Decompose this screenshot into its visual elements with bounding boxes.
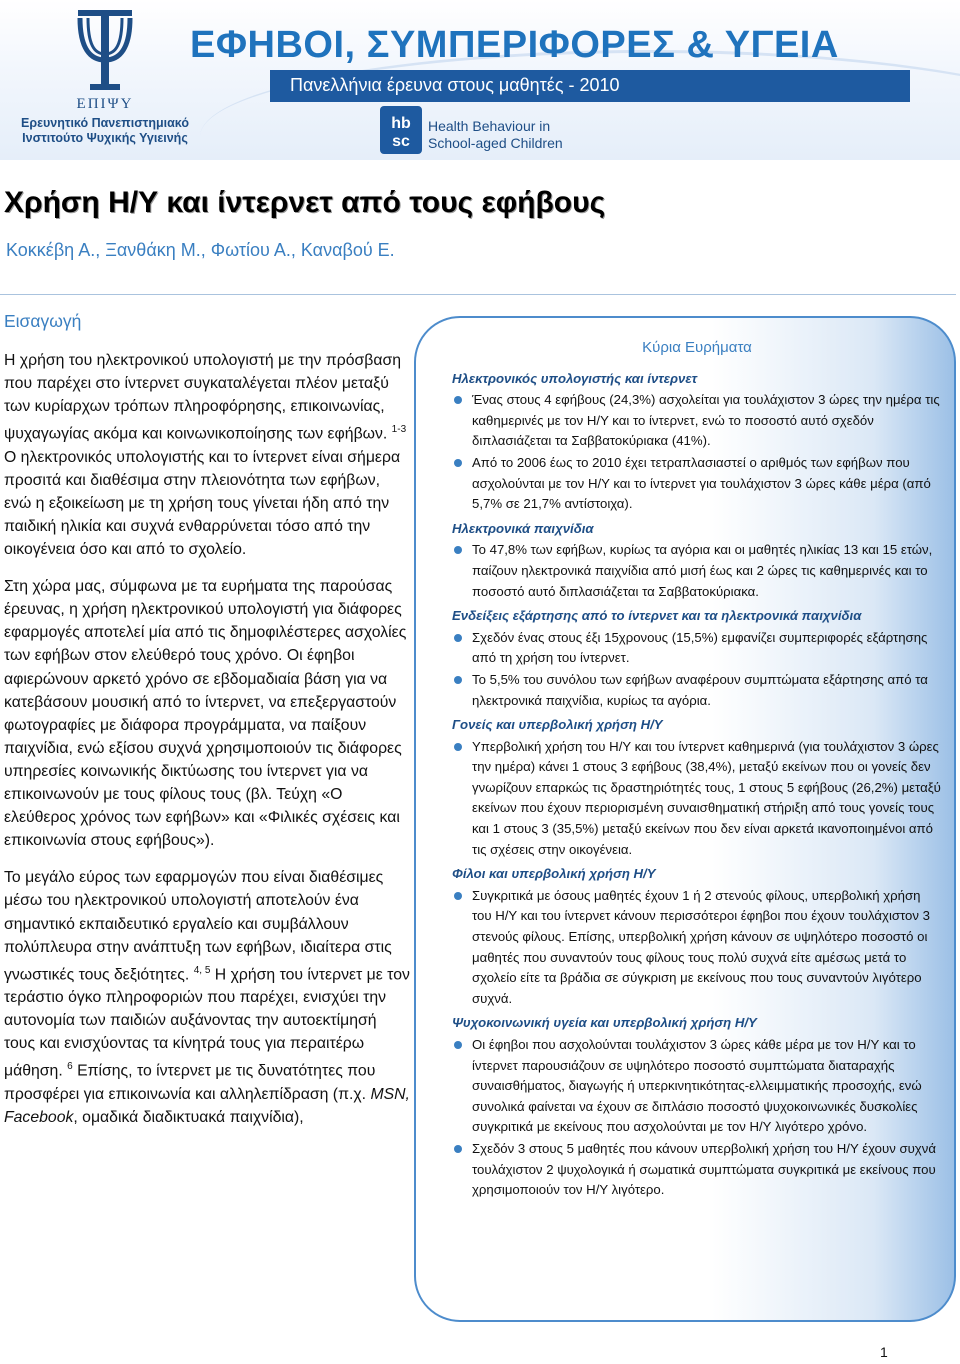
finding-item — [452, 737, 942, 861]
findings-list — [452, 390, 942, 515]
bullet-dot-icon — [454, 634, 462, 642]
bullet-dot-icon — [454, 459, 462, 467]
intro-p3-examples: MSN, Facebook — [4, 1085, 410, 1126]
key-findings-heading: Κύρια Ευρήματα — [642, 339, 752, 356]
citation-4-5: 4, 5 — [193, 964, 211, 976]
finding-text: Ένας στους 4 εφήβους (24,3%) ασχολείται για τουλάχιστον 3 ώρες την ημέρα τις καθημερινές με τον Η/Υ και το ίντερνετ, ενώ το ποσοστό αυτό σχεδόν διπλασιάζεται τα Σαββατοκύριακα (41%). — [472, 392, 940, 449]
key-findings-content — [452, 338, 942, 1202]
epipsy-logo — [14, 6, 196, 156]
bullet-dot-icon — [454, 1145, 462, 1153]
header-banner — [0, 0, 960, 160]
bullet-dot-icon — [454, 546, 462, 554]
logo-name-line1: Ερευνητικό Πανεπιστημιακό — [21, 116, 189, 130]
finding-text: Υπερβολική χρήση του Η/Υ και του ίντερνετ καθημερινά (για τουλάχιστον 3 ώρες την ημέρα) κάνει 1 στους 3 εφήβους (38,4%), μεταξύ εκείνων που οι γονείς δεν γνωρίζουν επαρκώς τις δραστηριότητές τους, 1 στους 5 εφήβους (26,2%) μεταξύ εκείνων που έχουν περιορισμένη συναισθηματική στήριξη από τους γονείς τους και 1 στους 3 (35,5%) μεταξύ εκείνων που δεν είναι αρκετά ικανοποιημένοι από τις σχέσεις στην οικογένεια. — [472, 738, 941, 857]
intro-p1-text-b: Ο ηλεκτρονικός υπολογιστής και το ίντερνετ είναι σήμερα προσιτά και διαθέσιμα στην πλειονότητα των εφήβων, ενώ η εξοικείωση με τη χρήση τους γίνεται ήδη από την παιδική ηλικία και συχνά ενθαρρύνεται τόσο από την οικογένεια όσο και από το σχολείο. — [4, 448, 401, 559]
subtitle-bar — [270, 70, 910, 102]
hbsc-line1: Health Behaviour in — [428, 118, 551, 134]
bullet-dot-icon — [454, 1041, 462, 1049]
article-title: Χρήση Η/Υ και ίντερνετ από τους εφήβους — [4, 186, 606, 219]
findings-sections — [452, 369, 942, 1201]
finding-item — [452, 1139, 942, 1201]
hbsc-name — [428, 118, 563, 152]
hbsc-logo-text-top: hb — [391, 115, 411, 132]
finding-item — [452, 390, 942, 452]
finding-text: Από το 2006 έως το 2010 έχει τετραπλασιαστεί ο αριθμός των εφήβων που ασχολούνται με τον Η/Υ και το ίντερνετ για τουλάχιστον 3 ώρες κάθε μέρα (από 5,7% σε 21,7% αντίστοιχα). — [472, 454, 931, 512]
finding-text: Συγκριτικά με όσους μαθητές έχουν 1 ή 2 στενούς φίλους, υπερβολική χρήση του Η/Υ και του ίντερνετ κάνουν περισσότεροι έφηβοι που έχουν τουλάχιστον 3 στενούς φίλους. Επίσης, υπερβολική χρήση κάνουν σε υψηλότερο ποσοστό οι μαθητές που συναντούν τους φίλους τους πολύ συχνά είτε αμέσως μετά το σχολείο είτε τα βράδια σε σύγκριση με εκείνους που τους συναντούν λιγότερο συχνά. — [472, 887, 930, 1006]
findings-section-title: Ηλεκτρονικά παιχνίδια — [452, 520, 594, 536]
finding-item — [452, 670, 942, 711]
findings-section-title: Γονείς και υπερβολική χρήση Η/Υ — [452, 717, 663, 733]
logo-abbreviation: ΕΠΙΨΥ — [76, 96, 134, 112]
hbsc-logo-icon — [380, 106, 422, 154]
intro-p1-text-a: Η χρήση του ηλεκτρονικού υπολογιστή με την πρόσβαση που παρέχει στο ίντερνετ συγκαταλέγεται πλέον μεταξύ των κυρίαρχων τρόπων πληροφόρησης, επικοινωνίας, ψυχαγωγίας ακόμα και κοινωνικοποίησης των εφήβων. — [4, 352, 402, 443]
section-divider — [0, 294, 956, 295]
article-authors: Κοκκέβη Α., Ξανθάκη Μ., Φωτίου Α., Καναβού Ε. — [6, 240, 395, 260]
findings-list — [452, 628, 942, 711]
findings-list — [452, 540, 942, 602]
finding-item — [452, 886, 942, 1010]
hbsc-logo-text-bottom: sc — [392, 133, 410, 150]
finding-text: Το 5,5% του συνόλου των εφήβων αναφέρουν συμπτώματα εξάρτησης από τα ηλεκτρονικά παιχνίδια, κυρίως τα αγόρια. — [472, 671, 928, 708]
finding-text: Οι έφηβοι που ασχολούνται τουλάχιστον 3 ώρες κάθε μέρα με τον Η/Υ και το ίντερνετ παρουσιάζουν σε υψηλότερο ποσοστό συμπτώματα διαταραχής συναισθήματος, διαγωγής ή υπερκινητικότητας-ελλειμματικής προσοχής, ενώ συνολικά φαίνεται να έχουν σε διπλάσιο ποσοστό ψυχοκοινωνικές δυσκολίες συγκριτικά με εκείνους που ασχολούνται με τον Η/Υ λιγότερο χρόνο. — [472, 1037, 922, 1135]
finding-item — [452, 628, 942, 669]
intro-p3-text-c: Επίσης, το ίντερνετ με τις δυνατότητες που προσφέρει για επικοινωνία και αλληλεπίδραση (π.χ. — [4, 1062, 376, 1103]
citation-6: 6 — [67, 1061, 73, 1073]
intro-p3-text-a: Το μεγάλο εύρος των εφαρμογών που είναι διαθέσιμες μέσω του ηλεκτρονικού υπολογιστή αποτελούν ένα σημαντικό εκπαιδευτικό εργαλείο και συμβάλλουν πολύπλευρα στην ανάπτυξη των εφήβων, ιδιαίτερα στις γνωστικές τους δεξιότητες. — [4, 869, 392, 983]
psi-logo-icon — [68, 8, 142, 94]
intro-p3-text-b: Η χρήση του ίντερνετ με τον τεράστιο όγκο πληροφοριών που παρέχει, ενισχύει την αυτονομία των παιδιών αυξάνοντας την αυτοεκτίμησή τους και ενισχύοντας τα κίνητρά τους για περαιτέρω μάθηση. — [4, 965, 410, 1080]
logo-institute-name — [14, 116, 196, 146]
subtitle-text: Πανελλήνια έρευνα στους μαθητές - 2010 — [290, 75, 620, 95]
hbsc-line2: School-aged Children — [428, 135, 563, 151]
logo-name-line2: Ινστιτούτο Ψυχικής Υγιεινής — [22, 131, 188, 145]
findings-list — [452, 1035, 942, 1201]
intro-heading: Εισαγωγή — [4, 311, 82, 331]
intro-p3-text-d: , ομαδικά διαδικτυακά παιχνίδια), — [73, 1108, 304, 1126]
finding-item — [452, 540, 942, 602]
bullet-dot-icon — [454, 743, 462, 751]
intro-paragraph-2: Στη χώρα μας, σύμφωνα με τα ευρήματα της παρούσας έρευνας, η χρήση ηλεκτρονικού υπολογιστή για διάφορες εφαρμογές αποτελεί μία από τις δημοφιλέστερες ασχολίες των εφήβων στον ελεύθερό τους χρόνο. Οι έφηβοι αφιερώνουν αρκετό χρόνο σε εβδομαδιαία βάση για να κατεβάσουν μουσική από το ίντερνετ, να επεξεργαστούν φωτογραφίες με διάφορα προγράμματα, να παίξουν παιχνίδια, ενώ εξίσου συχνά χρησιμοποιούν τις διάφορες υπηρεσίες κοινωνικής δικτύωσης του ίντερνετ για να επικοινωνούν με τους φίλους τους (βλ. Τεύχη «Ο ελεύθερος χρόνος των εφήβων» και «Φιλικές σχέσεις και επικοινωνία στους εφήβους»). — [4, 578, 407, 850]
finding-text: Σχεδόν ένας στους έξι 15χρονους (15,5%) εμφανίζει συμπεριφορές εξάρτησης από τη χρήση του ίντερνετ. — [472, 629, 928, 666]
bullet-dot-icon — [454, 676, 462, 684]
intro-column — [4, 310, 410, 1143]
finding-text: Το 47,8% των εφήβων, κυρίως τα αγόρια και οι μαθητές ηλικίας 13 και 15 ετών, παίζουν ηλεκτρονικά παιχνίδια από μισή έως και 2 ώρες τις καθημερινές και το ποσοστό αυτό διπλασιάζεται τα Σαββατοκύριακα. — [472, 542, 933, 599]
findings-list — [452, 737, 942, 861]
bullet-dot-icon — [454, 892, 462, 900]
finding-text: Σχεδόν 3 στους 5 μαθητές που κάνουν υπερβολική χρήση του Η/Υ έχουν συχνά τουλάχιστον 2 ψυχολογικά ή σωματικά συμπτώματα συγκριτικά με εκείνους που χρησιμοποιούν τον Η/Υ λιγότερο. — [472, 1140, 936, 1198]
finding-item — [452, 1035, 942, 1138]
findings-section-title: Ηλεκτρονικός υπολογιστής και ίντερνετ — [452, 370, 698, 386]
findings-list — [452, 886, 942, 1010]
findings-section-title: Ψυχοκοινωνική υγεία και υπερβολική χρήση Η/Υ — [452, 1015, 757, 1031]
bullet-dot-icon — [454, 396, 462, 404]
report-series-title: ΕΦΗΒΟΙ, ΣΥΜΠΕΡΙΦΟΡΕΣ & ΥΓΕΙΑ — [190, 24, 839, 66]
citation-1-3: 1-3 — [391, 424, 407, 436]
intro-paragraph-3 — [4, 866, 410, 1129]
page-number: 1 — [880, 1344, 888, 1360]
findings-section-title: Φίλοι και υπερβολική χρήση Η/Υ — [452, 866, 656, 882]
intro-paragraph-1 — [4, 349, 410, 561]
key-findings-box — [414, 316, 956, 1322]
finding-item — [452, 453, 942, 515]
findings-section-title: Ενδείξεις εξάρτησης από το ίντερνετ και τα ηλεκτρονικά παιχνίδια — [452, 608, 862, 624]
